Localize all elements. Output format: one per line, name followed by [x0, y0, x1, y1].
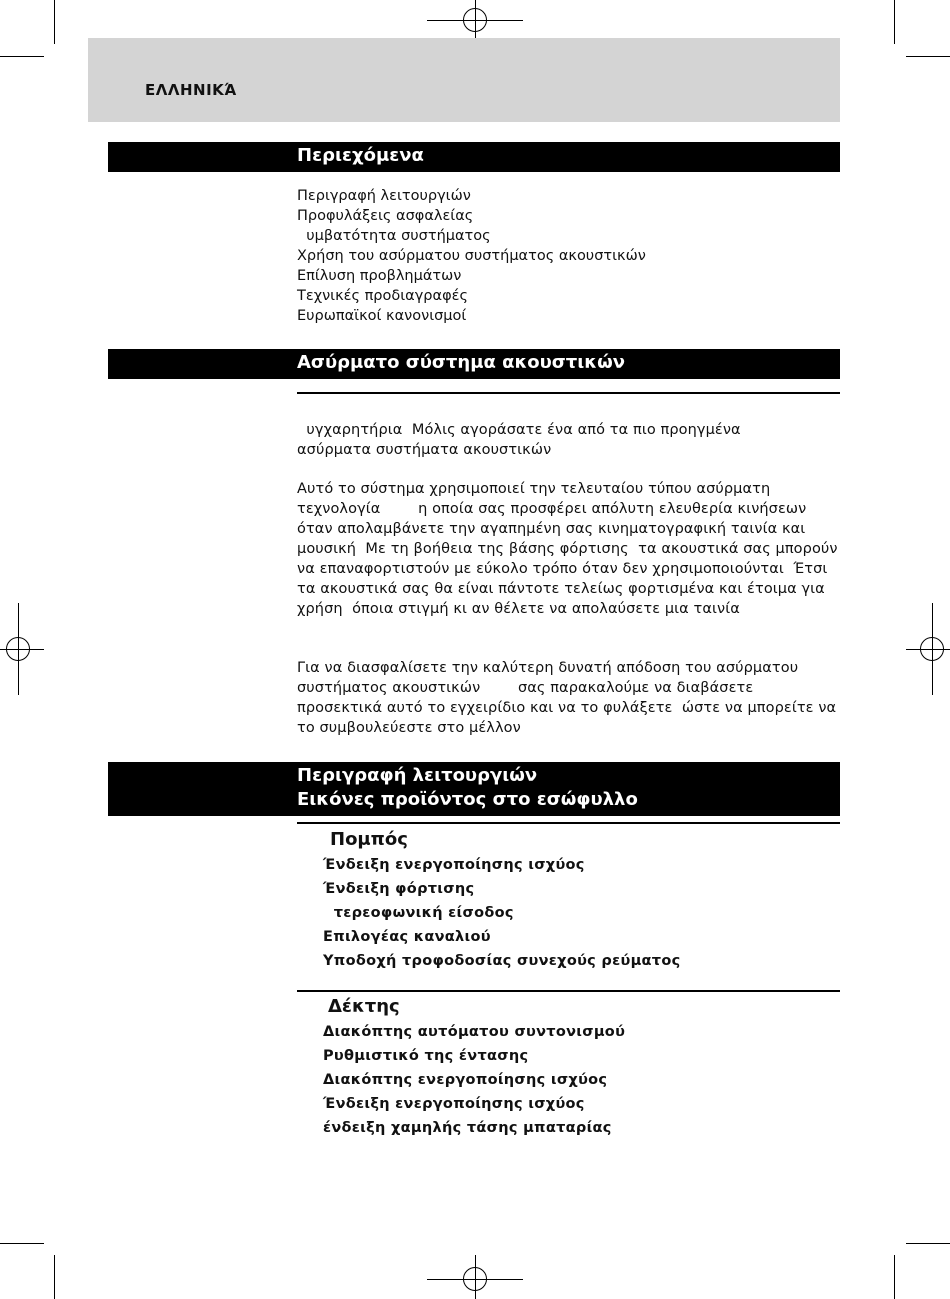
part-item: Ένδειξη ενεργοποίησης ισχύος	[323, 857, 585, 873]
part-item: ένδειξη χαμηλής τάσης μπαταρίας	[323, 1120, 612, 1136]
intro-paragraph: υγχαρητήρια Μόλις αγοράσατε ένα από τα πιο προηγμένα ασύρματα συστήματα ακουστικών	[297, 422, 746, 458]
part-item: τερεοφωνική είσοδος	[323, 905, 514, 921]
toc-item[interactable]: υμβατότητα συστήματος	[297, 228, 491, 244]
technology-paragraph: Αυτό το σύστημα χρησιμοποιεί την τελευταίου τύπου ασύρματη τεχνολογία η οποία σας προσφέρει απόλυτη ελευθερία κινήσεων όταν απολαμβάνετε την αγαπημένη σας κινηματογραφική ταινία και μουσική Με τη βοήθεια της βάσης φόρτισης τα ακουστικά σας μπορούν να επαναφορτιστούν με εύκολο τρόπο όταν δεν χρησιμοποιούνται Έτσι τα ακουστικά σας θα είναι πάντοτε τελείως φορτισμένα και έτοιμα για χρήση όποια στιγμή κι αν θέλετε να απολαύσετε μια ταινία	[297, 481, 843, 617]
part-item: Διακόπτης ενεργοποίησης ισχύος	[323, 1072, 608, 1088]
crop-mark	[894, 1255, 895, 1299]
toc-item[interactable]: Επίλυση προβλημάτων	[297, 268, 462, 284]
crop-mark	[54, 0, 55, 44]
crop-mark	[54, 1255, 55, 1299]
language-label: ΕΛΛΗΝΙΚΆ	[145, 81, 237, 99]
contents-heading: Περιεχόμενα	[297, 145, 424, 166]
manual-paragraph: Για να διασφαλίσετε την καλύτερη δυνατή απόδοση του ασύρματου συστήματος ακουστικών σας παρακαλούμε να διαβάσετε προσεκτικά αυτό το εγχειρίδιο και να το φυλάξετε ώστε να μπορείτε να το συμβουλεύεστε στο μέλλον	[297, 660, 841, 736]
wireless-heading: Ασύρματο σύστημα ακουστικών	[297, 352, 625, 373]
registration-mark	[932, 603, 933, 695]
crop-mark	[906, 56, 950, 57]
registration-mark	[475, 1255, 476, 1299]
crop-mark	[906, 1243, 950, 1244]
part-item: Ένδειξη φόρτισης	[323, 881, 475, 897]
crop-mark	[0, 1243, 44, 1244]
receiver-heading: Δέκτης	[328, 996, 400, 1017]
section-rule	[297, 392, 840, 394]
features-heading-bar	[108, 762, 840, 816]
toc-item[interactable]: Τεχνικές προδιαγραφές	[297, 288, 468, 304]
part-item: Διακόπτης αυτόματου συντονισμού	[323, 1024, 626, 1040]
part-item: Επιλογέας καναλιού	[323, 929, 491, 945]
toc-item[interactable]: Προφυλάξεις ασφαλείας	[297, 208, 474, 224]
part-item: Υποδοχή τροφοδοσίας συνεχούς ρεύματος	[323, 953, 681, 969]
toc-item[interactable]: Περιγραφή λειτουργιών	[297, 188, 471, 204]
registration-mark	[906, 649, 950, 650]
crop-mark	[894, 0, 895, 44]
toc-item[interactable]: Χρήση του ασύρματου συστήματος ακουστικών	[297, 248, 646, 264]
section-rule	[297, 990, 840, 992]
toc-item[interactable]: Ευρωπαϊκοί κανονισμοί	[297, 308, 467, 324]
features-subheading: Εικόνες προϊόντος στο εσώφυλλο	[297, 789, 638, 810]
table-of-contents	[297, 186, 646, 326]
crop-mark	[0, 56, 44, 57]
wireless-heading-bar	[108, 349, 840, 379]
receiver-parts-list	[323, 1020, 625, 1140]
features-heading: Περιγραφή λειτουργιών	[297, 765, 538, 786]
contents-heading-bar	[108, 142, 840, 172]
section-rule	[297, 822, 840, 824]
registration-mark	[0, 649, 44, 650]
language-band	[88, 38, 840, 122]
transmitter-parts-list	[323, 853, 681, 973]
part-item: Ρυθμιστικό της έντασης	[323, 1048, 529, 1064]
part-item: Ένδειξη ενεργοποίησης ισχύος	[323, 1096, 585, 1112]
registration-mark	[18, 603, 19, 695]
transmitter-heading: Πομπός	[330, 829, 408, 850]
